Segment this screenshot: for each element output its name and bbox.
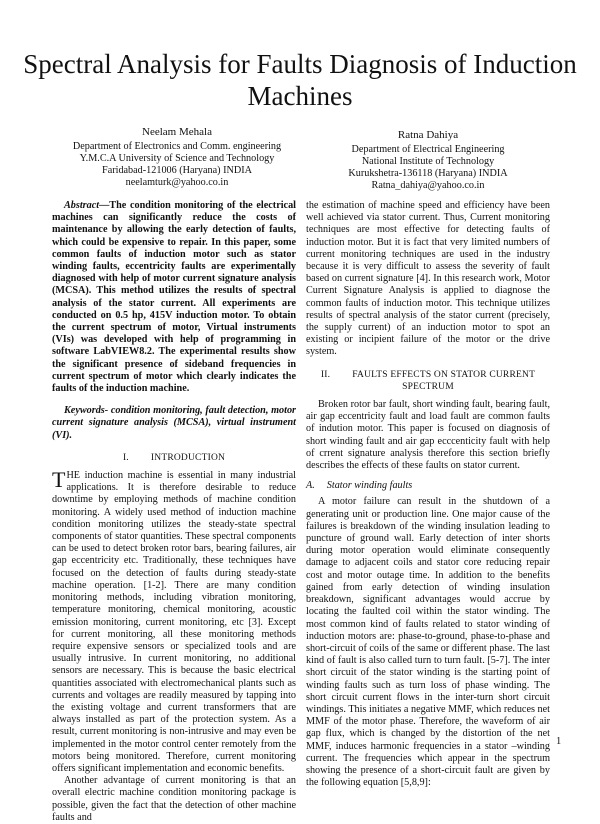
author-institution: Y.M.C.A University of Science and Technology [79, 153, 275, 164]
left-column [52, 200, 296, 824]
intro-paragraph: the estimation of machine speed and efficiency have been well achieved via stator current. Thus, Current monitoring techniques are most effective for detecting faults of induction motor. But it is fact that very limited numbers of current monitoring techniques are used in the industry because it is very difficult to assess the severity of fault based on current signature [4]. In this research work, Motor Current Signature Analysis is applied to diagnose the common faults of induction motor. This technique utilizes results of spectral analysis of the stator current (precisely, the supply current) of an induction motor to spot an existing or incipient failure of the motor or the drive system. [306, 200, 550, 358]
author-name: Neelam Mehala [142, 126, 212, 138]
abstract [52, 200, 296, 395]
page-number: 1 [556, 736, 562, 747]
paper-title: Spectral Analysis for Faults Diagnosis of Induction Machines [23, 49, 577, 111]
author-institution: National Institute of Technology [361, 156, 495, 167]
abstract-label: Abstract [64, 200, 100, 211]
author-block-1 [52, 126, 302, 189]
author-email: Ratna_dahiya@yahoo.co.in [371, 180, 485, 191]
keywords: Keywords- condition monitoring, fault detection, motor current signature analysis (MCSA), virtual instrument (VI). [52, 405, 296, 441]
author-address: Kurukshetra-136118 (Haryana) INDIA [348, 168, 508, 179]
faults-paragraph: Broken rotor bar fault, short winding fault, bearing fault, air gap eccentricity fault and load fault are common faults of indution motor. This paper is focused on diagnosis of short winding fault and air gap ecccenticity fault with help of crrent signature analysis therefore this section briefly describes the effects of these faults on stator current. [306, 399, 550, 472]
stator-winding-paragraph: A motor failure can result in the shutdown of a generating unit or production line. One major cause of the failures is breakdown of the winding insulation leading to puncture of ground wall. Early detection of inter shorts during motor operation would eliminate consequently damage to adjacent coils and stator core reducing repair cost and motor outage time. In addition to the benefits gained from early detection of winding insulation breakdown, significant advantages would accrue by locating the faulted coil within the stator winding. The most common kind of faults related to stator winding of induction motors are: phase-to-ground, phase-to-phase and short-circuit of coils of the same or different phase. The last kind of fault is also called turn to turn fault. [5-7]. The inter short circuit of the stator winding is the starting point of winding faults such as turn loss of phase winding. The short circuit current flows in the inter-turn short circuit windings. This initiates a negative MMF, which reduces net MMF of the motor phase. Therefore, the waveform of air gap flux, which is changed by the distortion of the net MMF, induces harmonic frequencies in a stator –winding current. The frequencies which appear in the spectrum showing the presence of a short-circuit fault are given by the following equation [5,8,9]: [306, 496, 550, 789]
subsection-heading: A. Stator winding faults [306, 480, 413, 492]
drop-cap: T [52, 467, 66, 493]
author-address: Faridabad-121006 (Haryana) INDIA [102, 165, 252, 176]
author-dept: Department of Electronics and Comm. engineering [72, 141, 282, 152]
abstract-text: —The condition monitoring of the electrical machines can significantly reduce the costs of maintenance by allowing the early detection of faults, which could be expensive to repair. In this paper, some common faults of induction motor such as stator winding faults, eccentricity faults are experimentally diagnosed with help of motor current signature analysis (MCSA). This method utilizes the results of spectral analysis of the stator current. All experiments are conducted on 0.5 hp, 415V induction motor. To obtain the current spectrum of motor, Virtual instruments (VIs) was developed with help of programming in software LabVIEW8.2. The experimental results show the significant presence of sideband frequencies in current spectrum of motor which clearly indicates the faults of the induction machine. [52, 200, 296, 395]
section-heading-faults: II. FAULTS EFFECTS ON STATOR CURRENT SPECTRUM [320, 369, 536, 392]
intro-paragraph: Another advantage of current monitoring is that an overall electric machine condition monitoring package is possible, given the fact that the detection of other machine faults and [52, 775, 296, 823]
author-email: neelamturk@yahoo.co.in [125, 177, 229, 188]
intro-paragraph: THE induction machine is essential in many industrial applications. It is therefore desirable to reduce downtime by employing methods of machine condition monitoring. A widely used method of induction machine condition monitoring utilizes the steady-state spectral components of stator quantities. These spectral components can be used to detect broken rotor bars, bearing failures, air gap eccentricity etc. Traditionally, these techniques have focused on the detection of faults during steady-state machine operation. [1-2]. There are many condition monitoring methods, including vibration monitoring, temperature monitoring, chemical monitoring, acoustic emission monitoring, current monitoring, etc [3]. Except for current monitoring, all these monitoring methods require expensive sensors or specialized tools and are usually intrusive. In current monitoring, no additional sensors are necessary. This is because the basic electrical quantities associated with electromechanical plants such as currents and voltages are readily measured by tapping into the existing voltage and current transformers that are always installed as part of the protection system. As a result, current monitoring is non-intrusive and may even be implemented in the motor control center remotely from the motors being monitored. Therefore, current monitoring offers significant implementation and economic benefits. [52, 467, 296, 774]
author-name: Ratna Dahiya [397, 129, 459, 141]
author-block-2 [303, 129, 553, 192]
right-column [306, 200, 550, 789]
author-dept: Department of Electrical Engineering [351, 144, 505, 155]
section-heading-intro: I. INTRODUCTION [122, 452, 226, 463]
